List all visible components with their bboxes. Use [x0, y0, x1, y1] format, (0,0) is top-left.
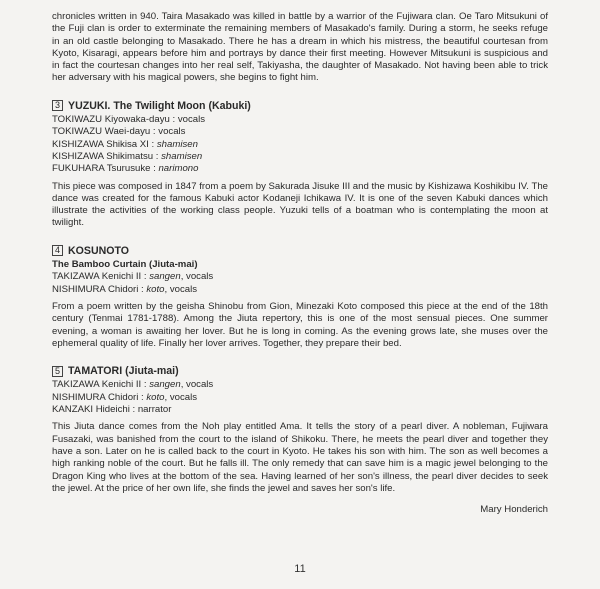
performer-role: koto — [146, 391, 165, 403]
track-subtitle: The Bamboo Curtain (Jiuta-mai) — [52, 259, 198, 271]
performer-name: TOKIWAZU Waei-dayu — [52, 126, 151, 138]
performer-line: TAKIZAWA Kenichi II : sangen, vocals — [52, 271, 214, 283]
performer-name: KISHIZAWA Shikisa XI — [52, 138, 149, 150]
track-5-heading — [52, 365, 548, 377]
performer-list — [52, 114, 548, 175]
performer-role-extra: , vocals — [164, 391, 198, 403]
performer-role-extra: , vocals — [180, 271, 214, 283]
performer-line: NISHIMURA Chidori : koto, vocals — [52, 283, 198, 295]
track-3-section — [52, 100, 548, 230]
track-number-box: 5 — [52, 366, 63, 377]
performer-role: sangen — [149, 379, 181, 391]
performer-name: KISHIZAWA Shikimatsu — [52, 150, 154, 162]
track-title: TAMATORI (Jiuta-mai) — [68, 365, 179, 378]
performer-role: shamisen — [161, 150, 203, 162]
page-number: 11 — [294, 563, 306, 575]
performer-line: KISHIZAWA Shikimatsu : shamisen — [52, 150, 203, 162]
performer-name: TOKIWAZU Kiyowaka-dayu — [52, 114, 170, 126]
track-5-section — [52, 365, 548, 495]
track-number-box: 4 — [52, 245, 63, 256]
performer-list — [52, 271, 548, 296]
track-title: KOSUNOTO — [68, 244, 130, 257]
performer-line: TOKIWAZU Waei-dayu : vocals — [52, 126, 186, 138]
track-description: This Jiuta dance comes from the Noh play entitled Ama. It tells the story of a pearl diver. A nobleman, Fujiwara Fusazaki, was banished from the court to the island of Shikoku. There, he meets the pearl diver and together they have a son. Later on he is called back to the court in Kyoto. He takes his son with him. The son as well becomes a high ranking noble of the court. But he falls ill. The only remedy that can save him is a magic jewel belonging to the Dragon King who lives at the bottom of the sea. Having learned of her son's illness, the pearl diver decides to seek the jewel. At the price of her own life, she finds the jewel and saves her son's life. — [52, 421, 548, 494]
performer-list — [52, 379, 548, 416]
performer-role-extra: , vocals — [164, 283, 198, 295]
track-number-box: 3 — [52, 100, 63, 111]
page-content — [52, 11, 548, 516]
performer-name: TAKIZAWA Kenichi II — [52, 379, 142, 391]
performer-name: TAKIZAWA Kenichi II — [52, 271, 142, 283]
performer-role: vocals — [158, 126, 186, 138]
performer-role-extra: , vocals — [180, 379, 214, 391]
track-title: YUZUKI. The Twilight Moon (Kabuki) — [68, 99, 251, 112]
performer-role: koto — [146, 283, 165, 295]
track-4-heading — [52, 245, 548, 257]
performer-line: TAKIZAWA Kenichi II : sangen, vocals — [52, 379, 214, 391]
performer-line: FUKUHARA Tsurusuke : narimono — [52, 163, 199, 175]
performer-role: sangen — [149, 271, 181, 283]
track-4-section — [52, 245, 548, 350]
performer-line: NISHIMURA Chidori : koto, vocals — [52, 391, 198, 403]
performer-line: KANZAKI Hideichi : narrator — [52, 404, 172, 416]
author-signature: Mary Honderich — [480, 504, 548, 516]
performer-role: narimono — [158, 163, 199, 175]
intro-paragraph: chronicles written in 940. Taira Masakado was killed in battle by a warrior of the Fujiwara clan. Oe Taro Mitsukuni of the Fuji clan is order to exterminate the remaining members of Masakado's family. During a storm, he seeks refuge in an old castle belonging to Masakado. There he has a dream in which his mistress, the beautiful courtesan from Kyoto, Kisaragi, appears before him and portrays by dance their first meeting. However Mitsukuni is suspicious and in fact the courtesan changes into her real self, Takiyasha, the daughter of Masakado. Not having been able to trick her adversary with his magical powers, she begins to fight him. — [52, 11, 548, 84]
track-3-heading — [52, 100, 548, 112]
track-description: From a poem written by the geisha Shinobu from Gion, Minezaki Koto composed this piece at the end of the 18th century (Tenmai 1781-1788). Among the Jiuta repertory, this is one of the most sensual pieces. One summer evening, a woman is awaiting her lover. But he is long in coming. As the evening grows late, she muses over the ephemeral quality of life. Finally her lover arrives. Together, they prepare their bed. — [52, 300, 548, 349]
performer-name: NISHIMURA Chidori — [52, 391, 139, 403]
performer-role: shamisen — [156, 138, 198, 150]
performer-line: KISHIZAWA Shikisa XI : shamisen — [52, 138, 198, 150]
performer-role: vocals — [177, 114, 206, 126]
performer-line: TOKIWAZU Kiyowaka-dayu : vocals — [52, 114, 206, 126]
track-description: This piece was composed in 1847 from a poem by Sakurada Jisuke III and the music by Kishizawa Koshikibu IV. The dance was created for the famous Kabuki actor Kodaneji Ichikawa IV. It is one of the seven Kabuki dances which illustrate the activities of the working class people. Yuzuki tells of a boatman who is contemplating the moon at twilight. — [52, 180, 548, 229]
performer-name: KANZAKI Hideichi — [52, 404, 130, 416]
performer-name: FUKUHARA Tsurusuke — [52, 163, 151, 175]
performer-role: narrator — [137, 404, 172, 416]
performer-name: NISHIMURA Chidori — [52, 283, 139, 295]
